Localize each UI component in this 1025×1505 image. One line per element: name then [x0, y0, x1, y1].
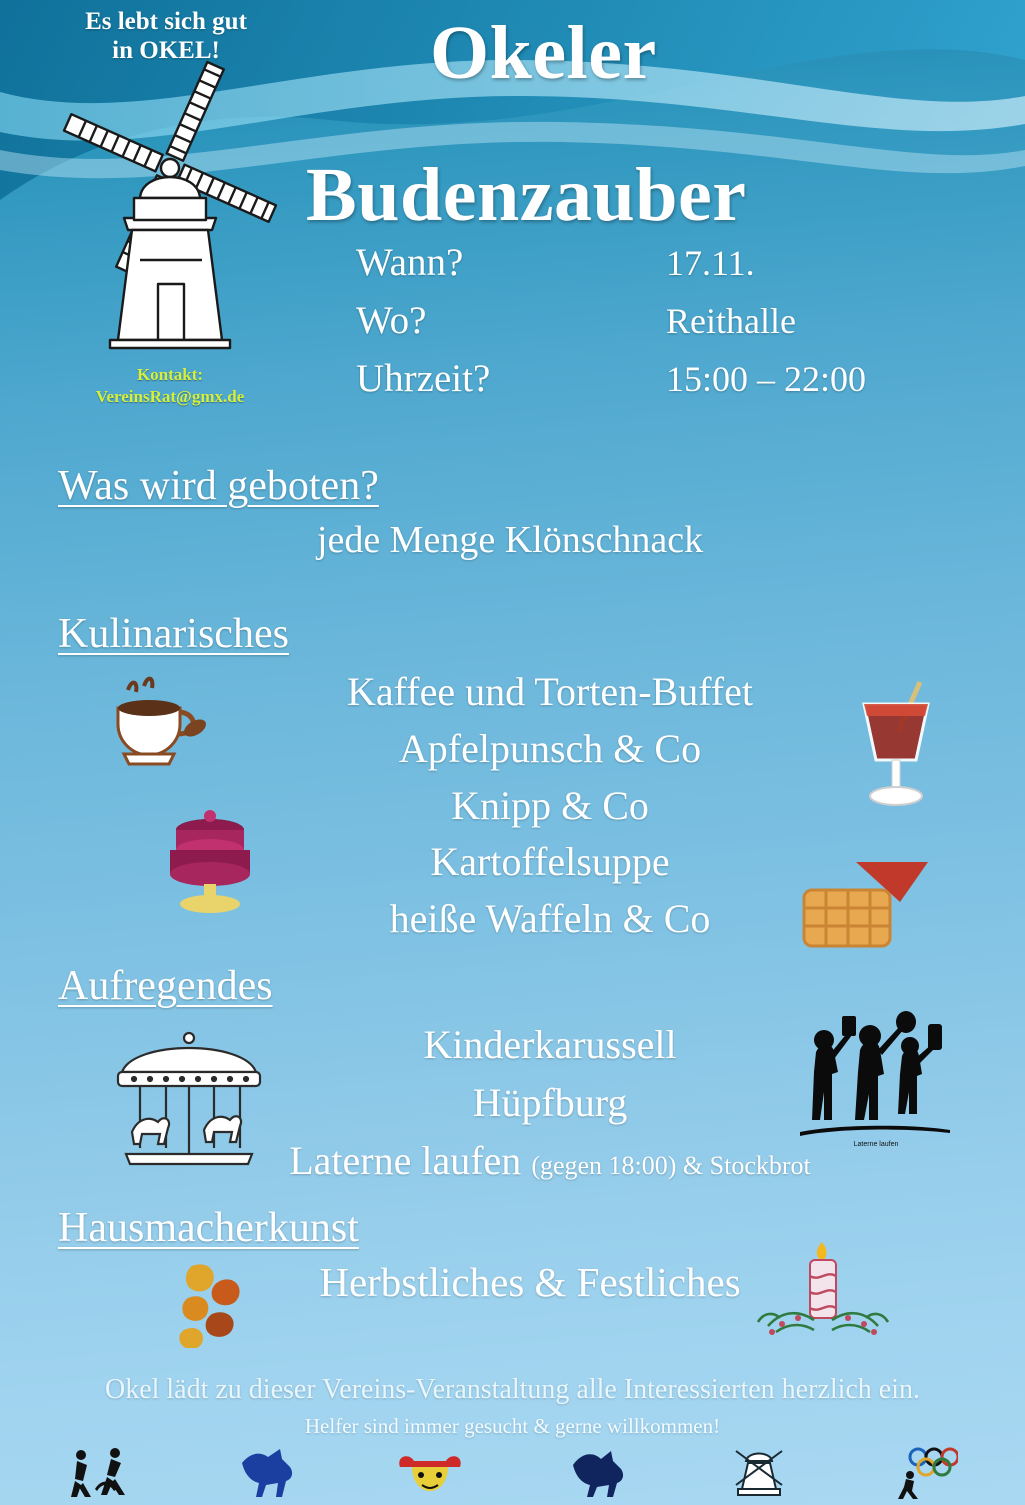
- list-item: heiße Waffeln & Co: [389, 896, 711, 942]
- footer-line-2: Helfer sind immer gesucht & gerne willkommen!: [304, 1414, 721, 1438]
- contact-label: Kontakt:: [136, 365, 204, 384]
- fact-row: [356, 240, 976, 298]
- carousel-icon: [104, 1028, 274, 1176]
- fact-answer: Reithalle: [666, 301, 796, 341]
- tagline-line-1: Es lebt sich gut: [85, 8, 247, 35]
- carnival-bull-icon: [385, 1442, 475, 1504]
- fact-answer: 15:00 – 22:00: [666, 359, 867, 399]
- list-item: Kartoffelsuppe: [430, 839, 670, 885]
- list-item: Apfelpunsch & Co: [398, 725, 702, 771]
- fact-answer: 17.11.: [666, 243, 755, 283]
- fact-question: Wo?: [356, 299, 427, 342]
- fact-row: [356, 356, 976, 414]
- olympic-rings-icon: [878, 1442, 968, 1504]
- footer-icon-strip: [0, 1440, 1025, 1505]
- footer-line-1: Okel lädt zu dieser Vereins-Veranstaltung alle Interessierten herzlich ein.: [104, 1374, 921, 1405]
- page-title-line-2: Budenzauber: [306, 153, 747, 237]
- section-heading-aufregendes: Aufregendes: [58, 963, 273, 1009]
- fact-question: Uhrzeit?: [356, 357, 491, 400]
- dark-horse-icon: [550, 1442, 640, 1504]
- coffee-cup-icon: [98, 672, 216, 772]
- offer-line: jede Menge Klönschnack: [316, 519, 704, 561]
- windmill-icon: [714, 1442, 804, 1504]
- page-title-line-1: Okeler: [430, 11, 657, 95]
- contact-email[interactable]: VereinsRat@gmx.de: [95, 387, 245, 407]
- lantern-children-icon: [790, 994, 960, 1154]
- autumn-leaves-icon: [178, 1258, 288, 1348]
- blue-horse-icon: [221, 1442, 311, 1504]
- lantern-note-text: (gegen 18:00) & Stockbrot: [531, 1151, 811, 1180]
- tagline-line-2: in OKEL!: [112, 36, 220, 64]
- candle-decoration-icon: [748, 1232, 898, 1352]
- acrobats-icon: [57, 1442, 147, 1504]
- list-item: Kaffee und Torten-Buffet: [347, 669, 753, 714]
- list-item: Kinderkarussell: [423, 1022, 677, 1067]
- hausmacherkunst-line: Herbstliches & Festliches: [319, 1259, 741, 1305]
- list-item: Knipp & Co: [451, 782, 649, 828]
- punch-glass-icon: [842, 676, 952, 826]
- waffle-icon: [796, 856, 936, 956]
- lantern-main-text: Laterne laufen: [289, 1138, 522, 1183]
- section-heading-offer: Was wird geboten?: [58, 463, 379, 509]
- list-item: Hüpfburg: [472, 1080, 628, 1125]
- svg-text:Laterne laufen: Laterne laufen: [853, 1141, 899, 1148]
- section-heading-hausmacherkunst: Hausmacherkunst: [58, 1205, 359, 1251]
- event-facts: [356, 240, 976, 414]
- fact-question: Wann?: [356, 241, 464, 284]
- layer-cake-icon: [150, 800, 270, 920]
- section-heading-kulinarisches: Kulinarisches: [58, 611, 289, 657]
- contact-block: [40, 364, 300, 408]
- windmill-illustration: [62, 48, 277, 368]
- fact-row: [356, 298, 976, 356]
